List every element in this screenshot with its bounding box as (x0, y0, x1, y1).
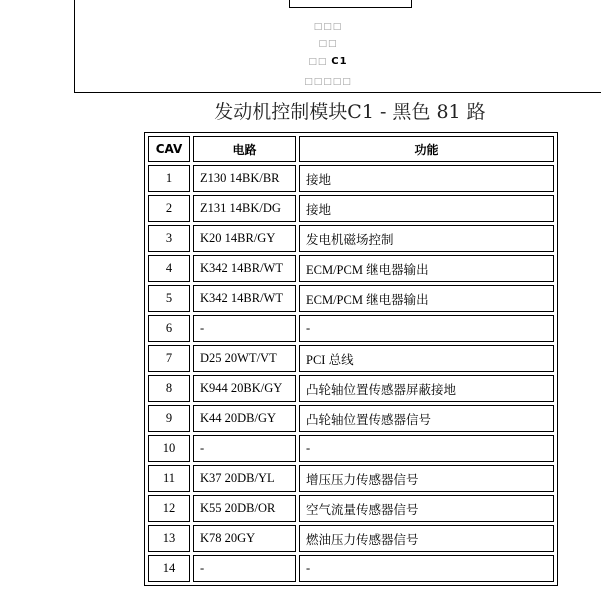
table-row (148, 375, 554, 402)
cell-cav: 11 (148, 465, 190, 492)
cell-function: 燃油压力传感器信号 (299, 525, 554, 552)
table-row (148, 345, 554, 372)
cell-cav: 14 (148, 555, 190, 582)
cell-circuit: D25 20WT/VT (193, 345, 296, 372)
cell-circuit: K55 20DB/OR (193, 495, 296, 522)
cell-function: 接地 (299, 165, 554, 192)
cell-circuit: - (193, 555, 296, 582)
diagram-label-3-prefix: □□ (308, 57, 332, 67)
cell-function: 凸轮轴位置传感器信号 (299, 405, 554, 432)
table-row (148, 495, 554, 522)
cell-cav: 1 (148, 165, 190, 192)
cell-function: 空气流量传感器信号 (299, 495, 554, 522)
table-row (148, 405, 554, 432)
table-body (148, 165, 554, 582)
cell-function: - (299, 315, 554, 342)
cell-circuit: K78 20GY (193, 525, 296, 552)
table-row (148, 225, 554, 252)
header-cav: CAV (148, 136, 190, 162)
cell-circuit: - (193, 315, 296, 342)
table-row (148, 465, 554, 492)
cell-function: 接地 (299, 195, 554, 222)
cell-circuit: Z131 14BK/DG (193, 195, 296, 222)
cell-circuit: K20 14BR/GY (193, 225, 296, 252)
cell-function: 发电机磁场控制 (299, 225, 554, 252)
cell-circuit: Z130 14BK/BR (193, 165, 296, 192)
diagram-label-2: □□ (318, 39, 338, 49)
cell-circuit: - (193, 435, 296, 462)
table-row (148, 165, 554, 192)
cell-cav: 9 (148, 405, 190, 432)
table-row (148, 255, 554, 282)
cell-circuit: K342 14BR/WT (193, 255, 296, 282)
cell-cav: 7 (148, 345, 190, 372)
header-circuit: 电路 (193, 136, 296, 162)
cell-function: 增压压力传感器信号 (299, 465, 554, 492)
connector-outline (289, 0, 412, 8)
cell-function: - (299, 555, 554, 582)
cell-cav: 6 (148, 315, 190, 342)
cell-cav: 13 (148, 525, 190, 552)
cell-function: ECM/PCM 继电器输出 (299, 255, 554, 282)
cell-function: - (299, 435, 554, 462)
connector-diagram (74, 0, 601, 93)
diagram-connector-name: C1 (331, 56, 348, 67)
pinout-table (144, 132, 558, 586)
table-row (148, 555, 554, 582)
table-row (148, 315, 554, 342)
cell-function: PCI 总线 (299, 345, 554, 372)
cell-circuit: K342 14BR/WT (193, 285, 296, 312)
table-row (148, 435, 554, 462)
table-row (148, 195, 554, 222)
cell-circuit: K44 20DB/GY (193, 405, 296, 432)
diagram-connector-label (65, 56, 591, 67)
diagram-label-1: □□□ (313, 22, 343, 32)
cell-function: 凸轮轴位置传感器屏蔽接地 (299, 375, 554, 402)
cell-cav: 2 (148, 195, 190, 222)
cell-cav: 5 (148, 285, 190, 312)
table-header-row (148, 136, 554, 162)
cell-circuit: K37 20DB/YL (193, 465, 296, 492)
diagram-label-4: □□□□□ (304, 77, 352, 87)
cell-cav: 8 (148, 375, 190, 402)
cell-cav: 10 (148, 435, 190, 462)
cell-function: ECM/PCM 继电器输出 (299, 285, 554, 312)
cell-cav: 3 (148, 225, 190, 252)
page-title: 发动机控制模块C1 - 黑色 81 路 (214, 101, 486, 123)
cell-cav: 4 (148, 255, 190, 282)
table-row (148, 285, 554, 312)
header-function: 功能 (299, 136, 554, 162)
table-row (148, 525, 554, 552)
cell-circuit: K944 20BK/GY (193, 375, 296, 402)
cell-cav: 12 (148, 495, 190, 522)
